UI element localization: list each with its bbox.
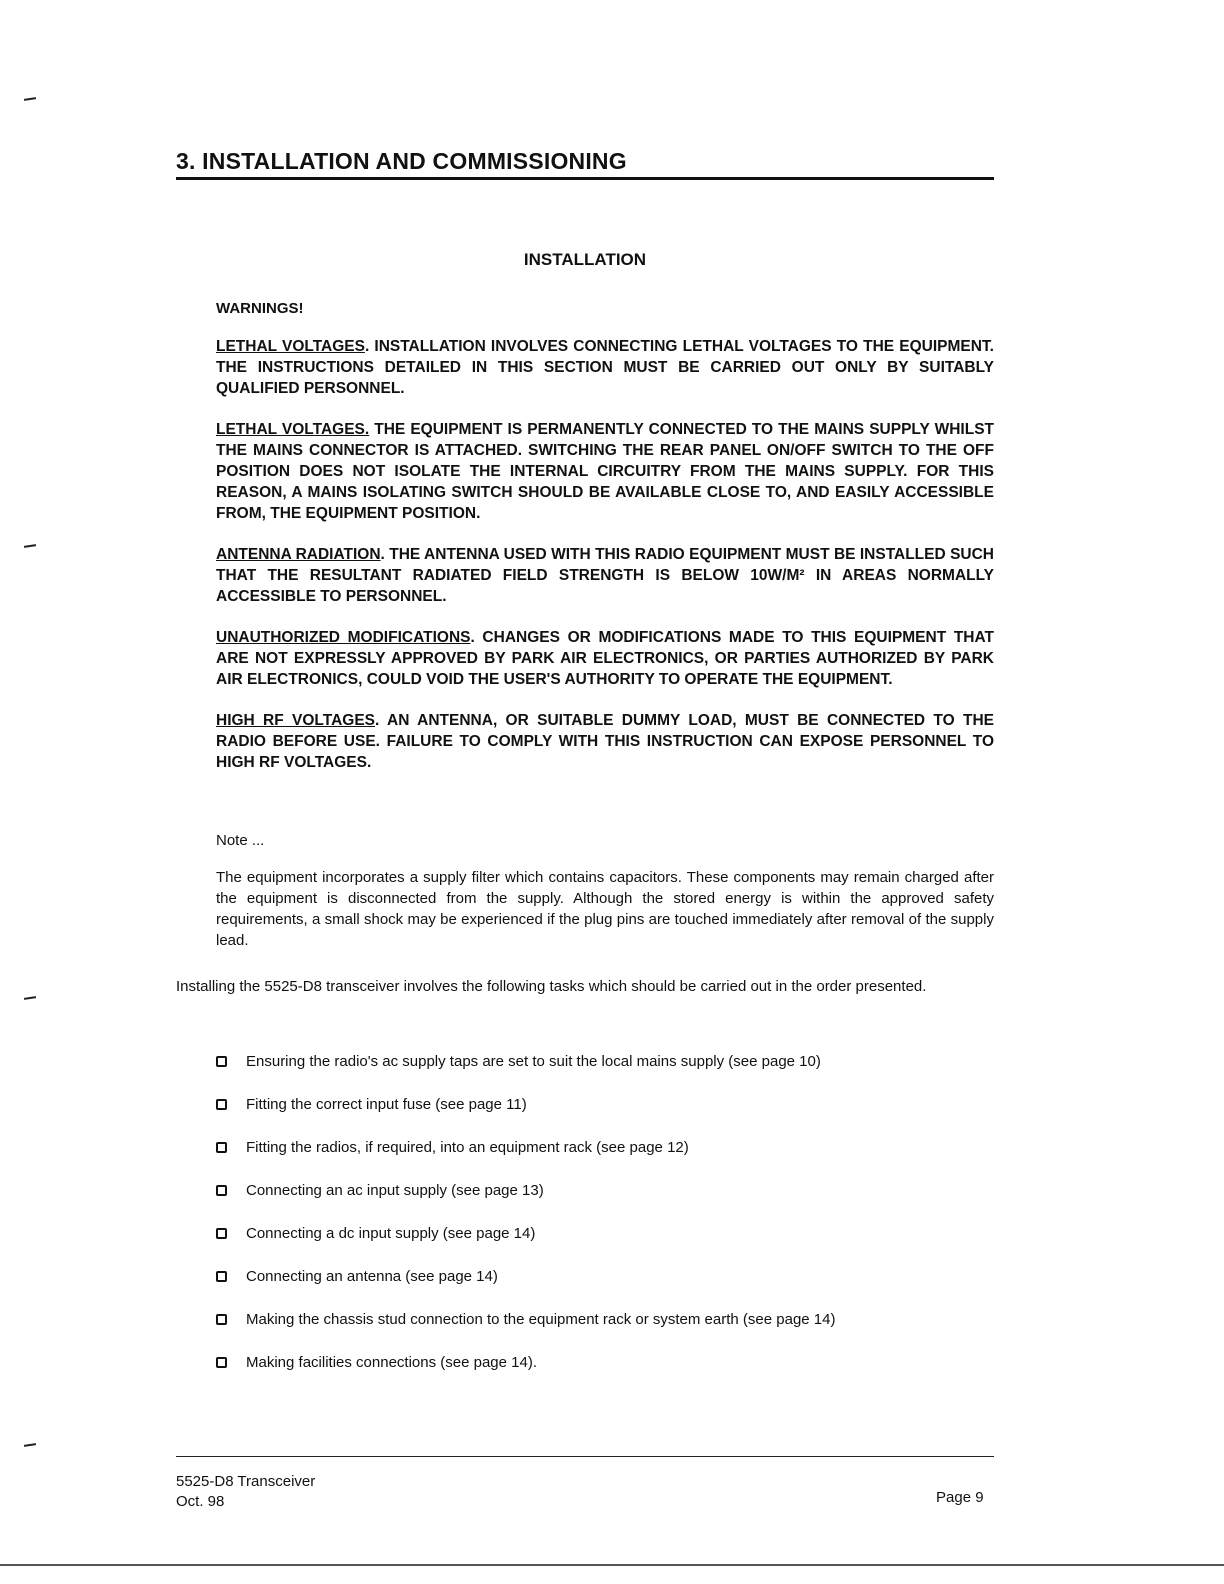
checkbox-icon [216,1056,227,1067]
warning-text: . AN ANTENNA, OR SUITABLE DUMMY LOAD, MUST BE CONNECTED TO THE RADIO BEFORE USE. FAILURE TO COMPLY WITH THIS INSTRUCTION CAN EXPOSE PERSONNEL TO HIGH RF VOLTAGES. [216,712,994,771]
warnings-list [216,336,994,793]
checkbox-icon [216,1357,227,1368]
checkbox-icon [216,1185,227,1196]
intro-paragraph: Installing the 5525-D8 transceiver involves the following tasks which should be carried out in the order presented. [176,978,927,995]
checkbox-icon [216,1271,227,1282]
margin-mark [24,996,36,1000]
warning-lead: LETHAL VOLTAGES. [216,421,370,438]
task-item [216,1083,994,1126]
warning-text: . THE ANTENNA USED WITH THIS RADIO EQUIPMENT MUST BE INSTALLED SUCH THAT THE RESULTANT RADIATED FIELD STRENGTH IS BELOW 10W/M² IN AREAS NORMALLY ACCESSIBLE TO PERSONNEL. [216,546,994,605]
margin-mark [24,97,36,101]
task-text: Connecting an antenna (see page 14) [246,1268,498,1285]
task-item [216,1040,994,1083]
warning-antenna-radiation [216,544,994,607]
warning-lead: ANTENNA RADIATION [216,546,381,563]
task-item [216,1255,994,1298]
warning-text: . CHANGES OR MODIFICATIONS MADE TO THIS EQUIPMENT THAT ARE NOT EXPRESSLY APPROVED BY PARK AIR ELECTRONICS, OR PARTIES AUTHORIZED BY PARK AIR ELECTRONICS, COULD VOID THE USER'S AUTHORITY TO OPERATE THE EQUIPMENT. [216,629,994,688]
checkbox-icon [216,1142,227,1153]
checkbox-icon [216,1099,227,1110]
task-text: Making facilities connections (see page 14). [246,1354,537,1371]
warning-high-rf-voltages [216,710,994,773]
margin-mark [24,544,36,548]
task-item [216,1212,994,1255]
checkbox-icon [216,1228,227,1239]
margin-mark [24,1443,36,1447]
warning-lethal-voltages-1 [216,336,994,399]
footer-product: 5525-D8 Transceiver [176,1473,316,1490]
task-item [216,1126,994,1169]
footer-product-info [176,1472,315,1512]
task-item [216,1169,994,1212]
warning-lead: HIGH RF VOLTAGES [216,712,375,729]
warning-text: THE EQUIPMENT IS PERMANENTLY CONNECTED TO THE MAINS SUPPLY WHILST THE MAINS CONNECTOR IS ATTACHED. SWITCHING THE REAR PANEL ON/OFF SWITCH TO THE OFF POSITION DOES NOT ISOLATE THE INTERNAL CIRCUITRY FROM THE MAINS SUPPLY. FOR THIS REASON, A MAINS ISOLATING SWITCH SHOULD BE AVAILABLE CLOSE TO, AND EASILY ACCESSIBLE FROM, THE EQUIPMENT POSITION. [216,421,995,522]
task-item [216,1341,994,1384]
footer-date: Oct. 98 [176,1493,225,1510]
task-text: Fitting the correct input fuse (see page 11) [246,1096,527,1113]
warning-lead: UNAUTHORIZED MODIFICATIONS [216,629,471,646]
checkbox-icon [216,1314,227,1325]
warnings-heading: WARNINGS! [216,300,304,317]
task-text: Connecting a dc input supply (see page 14) [246,1225,536,1242]
installation-heading: INSTALLATION [523,250,647,269]
warning-lethal-voltages-2 [216,419,994,524]
note-label: Note ... [216,832,265,849]
footer-rule [176,1456,994,1457]
section-title: 3. INSTALLATION AND COMMISSIONING [176,148,994,180]
note-block [216,832,994,951]
task-list [216,1040,994,1384]
task-text: Ensuring the radio's ac supply taps are set to suit the local mains supply (see page 10) [246,1053,821,1070]
task-text: Connecting an ac input supply (see page 13) [246,1182,544,1199]
task-text: Making the chassis stud connection to the equipment rack or system earth (see page 14) [246,1311,836,1328]
task-item [216,1298,994,1341]
note-text: The equipment incorporates a supply filter which contains capacitors. These components may remain charged after the equipment is disconnected from the supply. Although the stored energy is within the approved safety requirements, a small shock may be experienced if the plug pins are touched immediately after removal of the supply lead. [216,869,994,949]
task-text: Fitting the radios, if required, into an equipment rack (see page 12) [246,1139,689,1156]
warning-lead: LETHAL VOLTAGES [216,338,365,355]
page-number: Page 9 [936,1489,984,1506]
warning-text: . INSTALLATION INVOLVES CONNECTING LETHAL VOLTAGES TO THE EQUIPMENT. THE INSTRUCTIONS DETAILED IN THIS SECTION MUST BE CARRIED OUT ONLY BY SUITABLY QUALIFIED PERSONNEL. [216,338,994,397]
warning-unauthorized-modifications [216,627,994,690]
scan-edge [0,1564,1224,1566]
